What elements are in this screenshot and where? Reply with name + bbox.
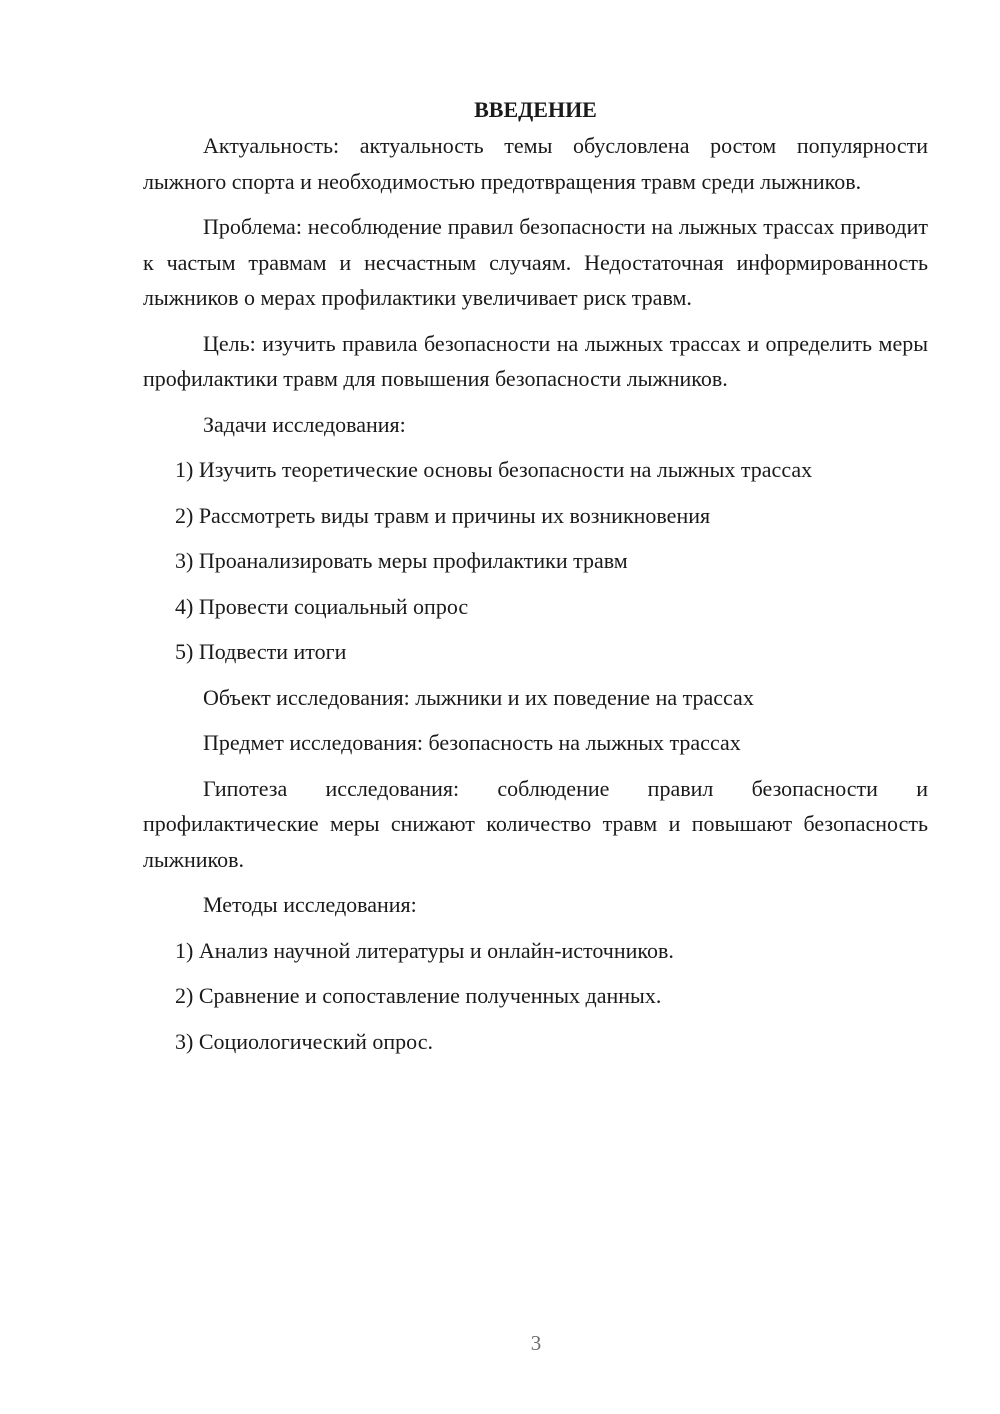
problem-paragraph: Проблема: несоблюдение правил безопасности на лыжных трассах приводит к частым травмам и несчастным случаям. Недостаточная информированность лыжников о мерах профилактики увеличивает риск травм. [143,214,928,310]
task-item: 5) Подвести итоги [175,639,347,664]
section-title: ВВЕДЕНИЕ [474,97,597,122]
hypothesis-paragraph: Гипотеза исследования: соблюдение правил безопасности и профилактические меры снижают количество травм и повышают безопасность лыжников. [143,775,928,872]
methods-heading: Методы исследования: [203,892,417,917]
task-item: 2) Рассмотреть виды травм и причины их возникновения [175,502,711,528]
method-item: 2) Сравнение и сопоставление полученных данных. [175,983,662,1008]
subject-paragraph: Предмет исследования: безопасность на лыжных трассах [203,730,741,755]
method-item: 3) Социологический опрос. [175,1028,433,1054]
task-item: 3) Проанализировать меры профилактики травм [175,548,628,573]
page-number: 3 [530,1331,542,1355]
tasks-heading: Задачи исследования: [203,411,406,437]
object-paragraph: Объект исследования: лыжники и их поведение на трассах [203,684,754,710]
method-item: 1) Анализ научной литературы и онлайн-источников. [175,937,674,963]
document-body [143,92,928,1069]
task-item: 1) Изучить теоретические основы безопасности на лыжных трассах [175,457,813,482]
task-item: 4) Провести социальный опрос [175,593,469,619]
relevance-paragraph: Актуальность: актуальность темы обусловлена ростом популярности лыжного спорта и необходимостью предотвращения травм среди лыжников. [143,133,928,194]
goal-paragraph: Цель: изучить правила безопасности на лыжных трассах и определить меры профилактики травм для повышения безопасности лыжников. [143,330,928,391]
